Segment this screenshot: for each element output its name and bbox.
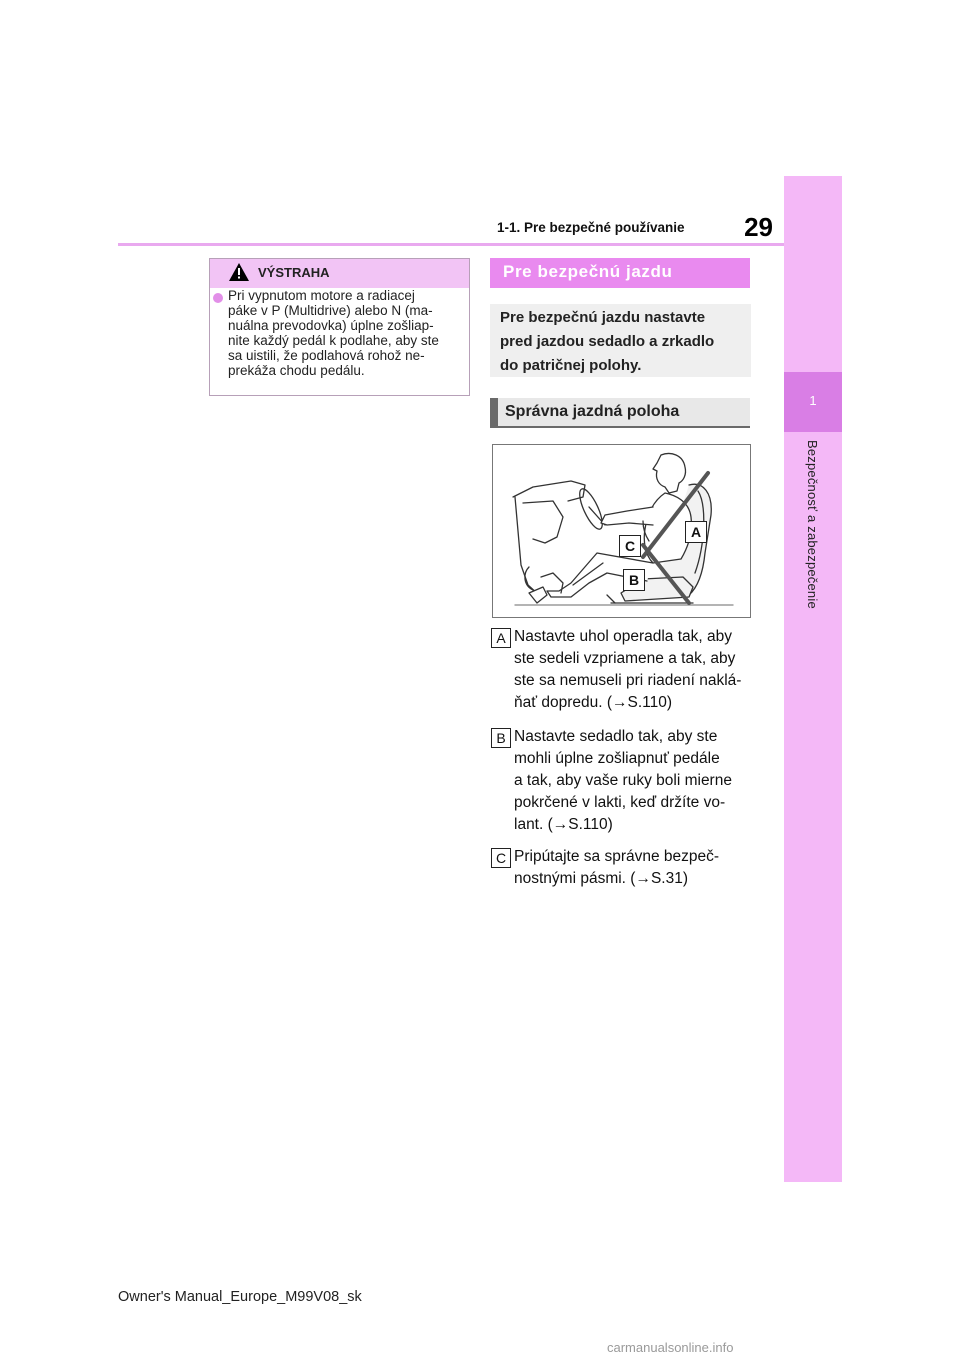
warning-text-line: nite každý pedál k podlahe, aby ste <box>228 333 439 348</box>
warning-text-line: páke v P (Multidrive) alebo N (ma- <box>228 303 433 318</box>
chapter-side-tab <box>784 176 842 1182</box>
header-rule <box>118 243 784 246</box>
bullet-icon <box>213 293 223 303</box>
intro-text <box>500 306 745 378</box>
driving-position-figure <box>492 444 751 618</box>
watermark-text: carmanualsonline.info <box>607 1340 734 1355</box>
intro-line: Pre bezpečnú jazdu nastavte <box>500 309 706 326</box>
list-item-line: ňať dopredu. (→S.110) <box>514 694 673 711</box>
list-item-line: nostnými pásmi. (→S.31) <box>514 870 688 887</box>
figure-label-a: A <box>685 521 707 543</box>
item-marker-a: A <box>491 628 511 648</box>
list-item <box>514 726 754 836</box>
subheading: Správna jazdná poloha <box>505 403 680 420</box>
list-item-line: Pripútajte sa správne bezpeč- <box>514 848 720 865</box>
list-item-line: lant. (→S.110) <box>514 816 613 833</box>
warning-text-line: nuálna prevodovka) úplne zošliap- <box>228 318 434 333</box>
intro-line: do patričnej polohy. <box>500 357 642 374</box>
footer-text: Owner's Manual_Europe_M99V08_sk <box>118 1289 362 1305</box>
figure-label-c: C <box>619 535 641 557</box>
list-item-line: Nastavte uhol operadla tak, aby <box>514 628 732 645</box>
warning-text-line: prekáža chodu pedálu. <box>228 363 365 378</box>
warning-text <box>228 288 460 378</box>
section-heading: Pre bezpečnú jazdu <box>503 262 673 281</box>
section-title: 1-1. Pre bezpečné používanie <box>497 220 685 235</box>
list-item <box>514 626 754 714</box>
item-marker-b: B <box>491 728 511 748</box>
warning-text-line: sa uistili, že podlahová rohož ne- <box>228 348 425 363</box>
list-item-line: Nastavte sedadlo tak, aby ste <box>514 728 718 745</box>
list-item-line: ste sedeli vzpriamene a tak, aby <box>514 650 736 667</box>
list-item-line: mohli úplne zošliapnuť pedále <box>514 750 720 767</box>
driver-seat-illustration <box>493 445 750 617</box>
list-item <box>514 846 754 890</box>
warning-title: VÝSTRAHA <box>258 265 330 280</box>
chapter-label: Bezpečnosť a zabezpečenie <box>805 440 820 609</box>
list-item-line: pokrčené v lakti, keď držíte vo- <box>514 794 726 811</box>
warning-triangle-icon <box>229 263 249 281</box>
intro-line: pred jazdou sedadlo a zrkadlo <box>500 333 715 350</box>
item-marker-c: C <box>491 848 511 868</box>
list-item-line: ste sa nemuseli pri riadení naklá- <box>514 672 742 689</box>
list-item-line: a tak, aby vaše ruky boli mierne <box>514 772 732 789</box>
chapter-number: 1 <box>809 393 817 408</box>
warning-text-line: Pri vypnutom motore a radiacej <box>228 288 415 303</box>
figure-label-b: B <box>623 569 645 591</box>
page-number: 29 <box>744 212 773 242</box>
